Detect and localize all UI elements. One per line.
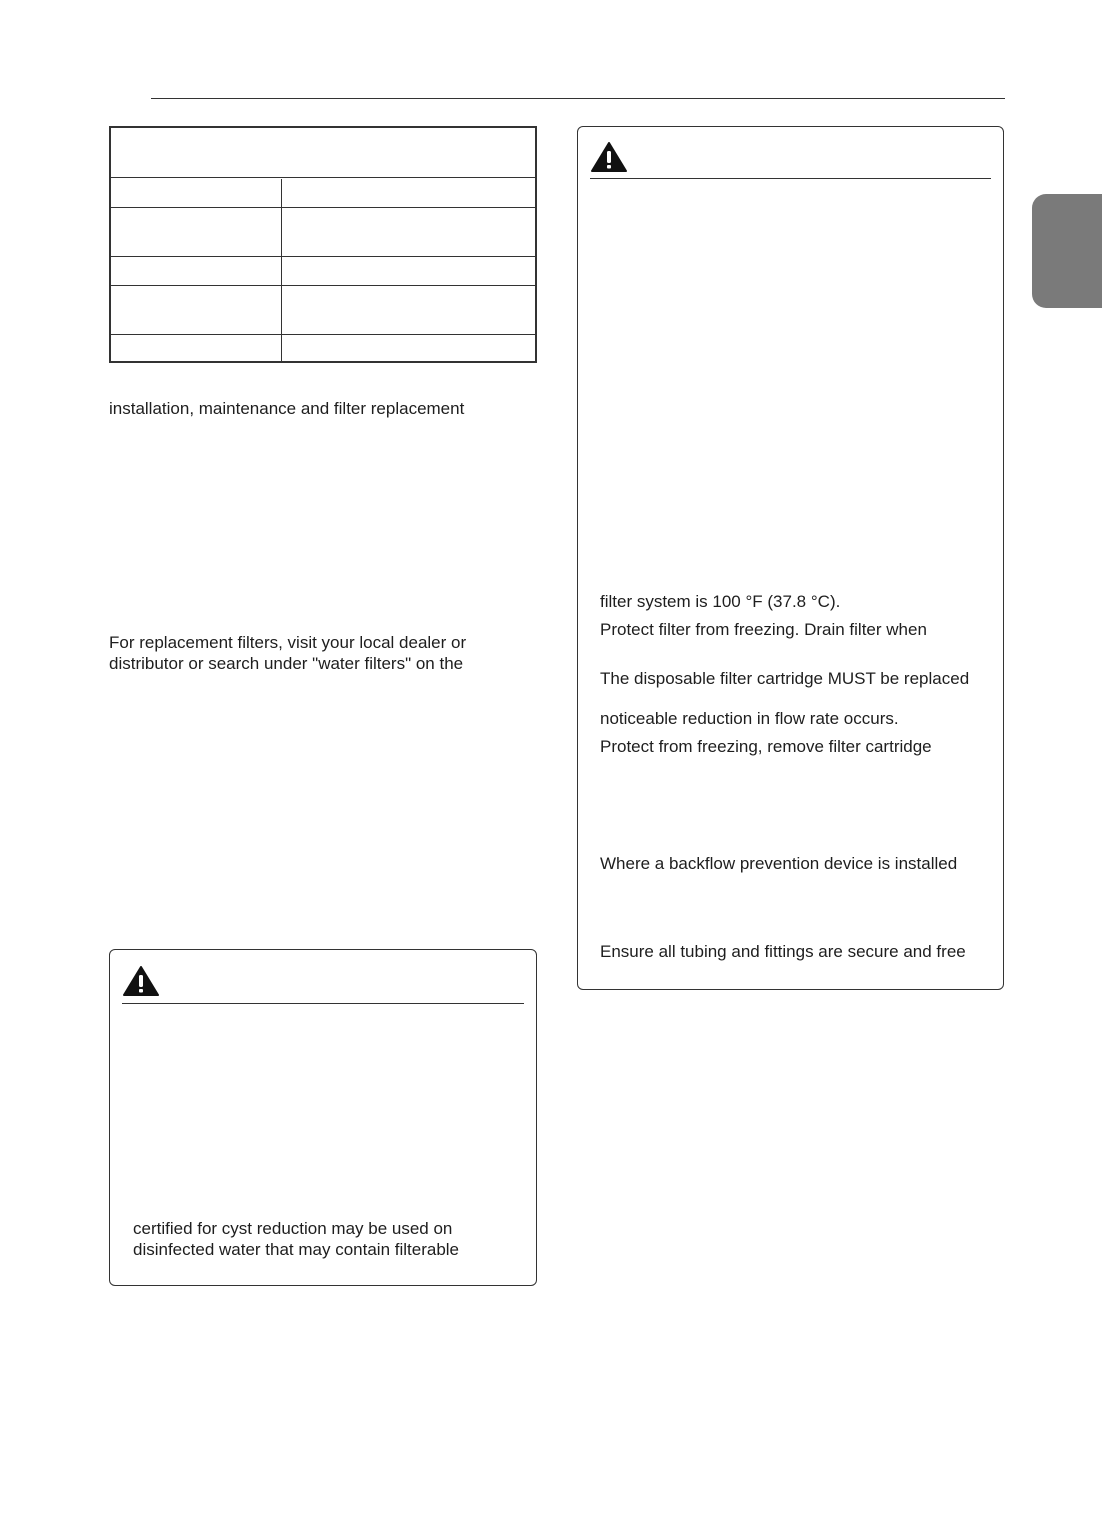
warning-line-4: noticeable reduction in flow rate occurs.: [600, 709, 899, 728]
warning-line-2: Protect filter from freezing. Drain filter when: [600, 620, 927, 639]
warning-line-7: Ensure all tubing and fittings are secure and free: [600, 942, 966, 961]
warning-box-right: [577, 126, 1004, 990]
table-row-divider: [111, 285, 535, 286]
warning-rule: [590, 178, 991, 179]
table-row-divider: [111, 177, 535, 178]
warning-box-bottom: [109, 949, 537, 1286]
replacement-text-line-1: For replacement filters, visit your local dealer or: [109, 633, 467, 652]
spec-table: [109, 126, 537, 363]
table-row-divider: [111, 334, 535, 335]
section-tab: [1032, 194, 1102, 308]
warning-line-5: Protect from freezing, remove filter cartridge: [600, 737, 932, 756]
warning-triangle-icon: [590, 141, 628, 173]
table-row-divider: [111, 256, 535, 257]
warning-line-1: filter system is 100 °F (37.8 °C).: [600, 592, 841, 611]
warning-line-6: Where a backflow prevention device is installed: [600, 854, 958, 873]
replacement-text-line-2: distributor or search under "water filters" on the: [109, 654, 464, 673]
warning-text-line-1: certified for cyst reduction may be used on: [133, 1219, 453, 1238]
warning-line-3: The disposable filter cartridge MUST be replaced: [600, 669, 970, 688]
warning-rule: [122, 1003, 524, 1004]
install-text: installation, maintenance and filter replacement: [109, 399, 465, 418]
table-row-divider: [111, 207, 535, 208]
header-rule: [151, 98, 1005, 99]
warning-text-line-2: disinfected water that may contain filterable: [133, 1240, 460, 1259]
warning-triangle-icon: [122, 965, 160, 997]
table-column-divider: [281, 179, 282, 361]
